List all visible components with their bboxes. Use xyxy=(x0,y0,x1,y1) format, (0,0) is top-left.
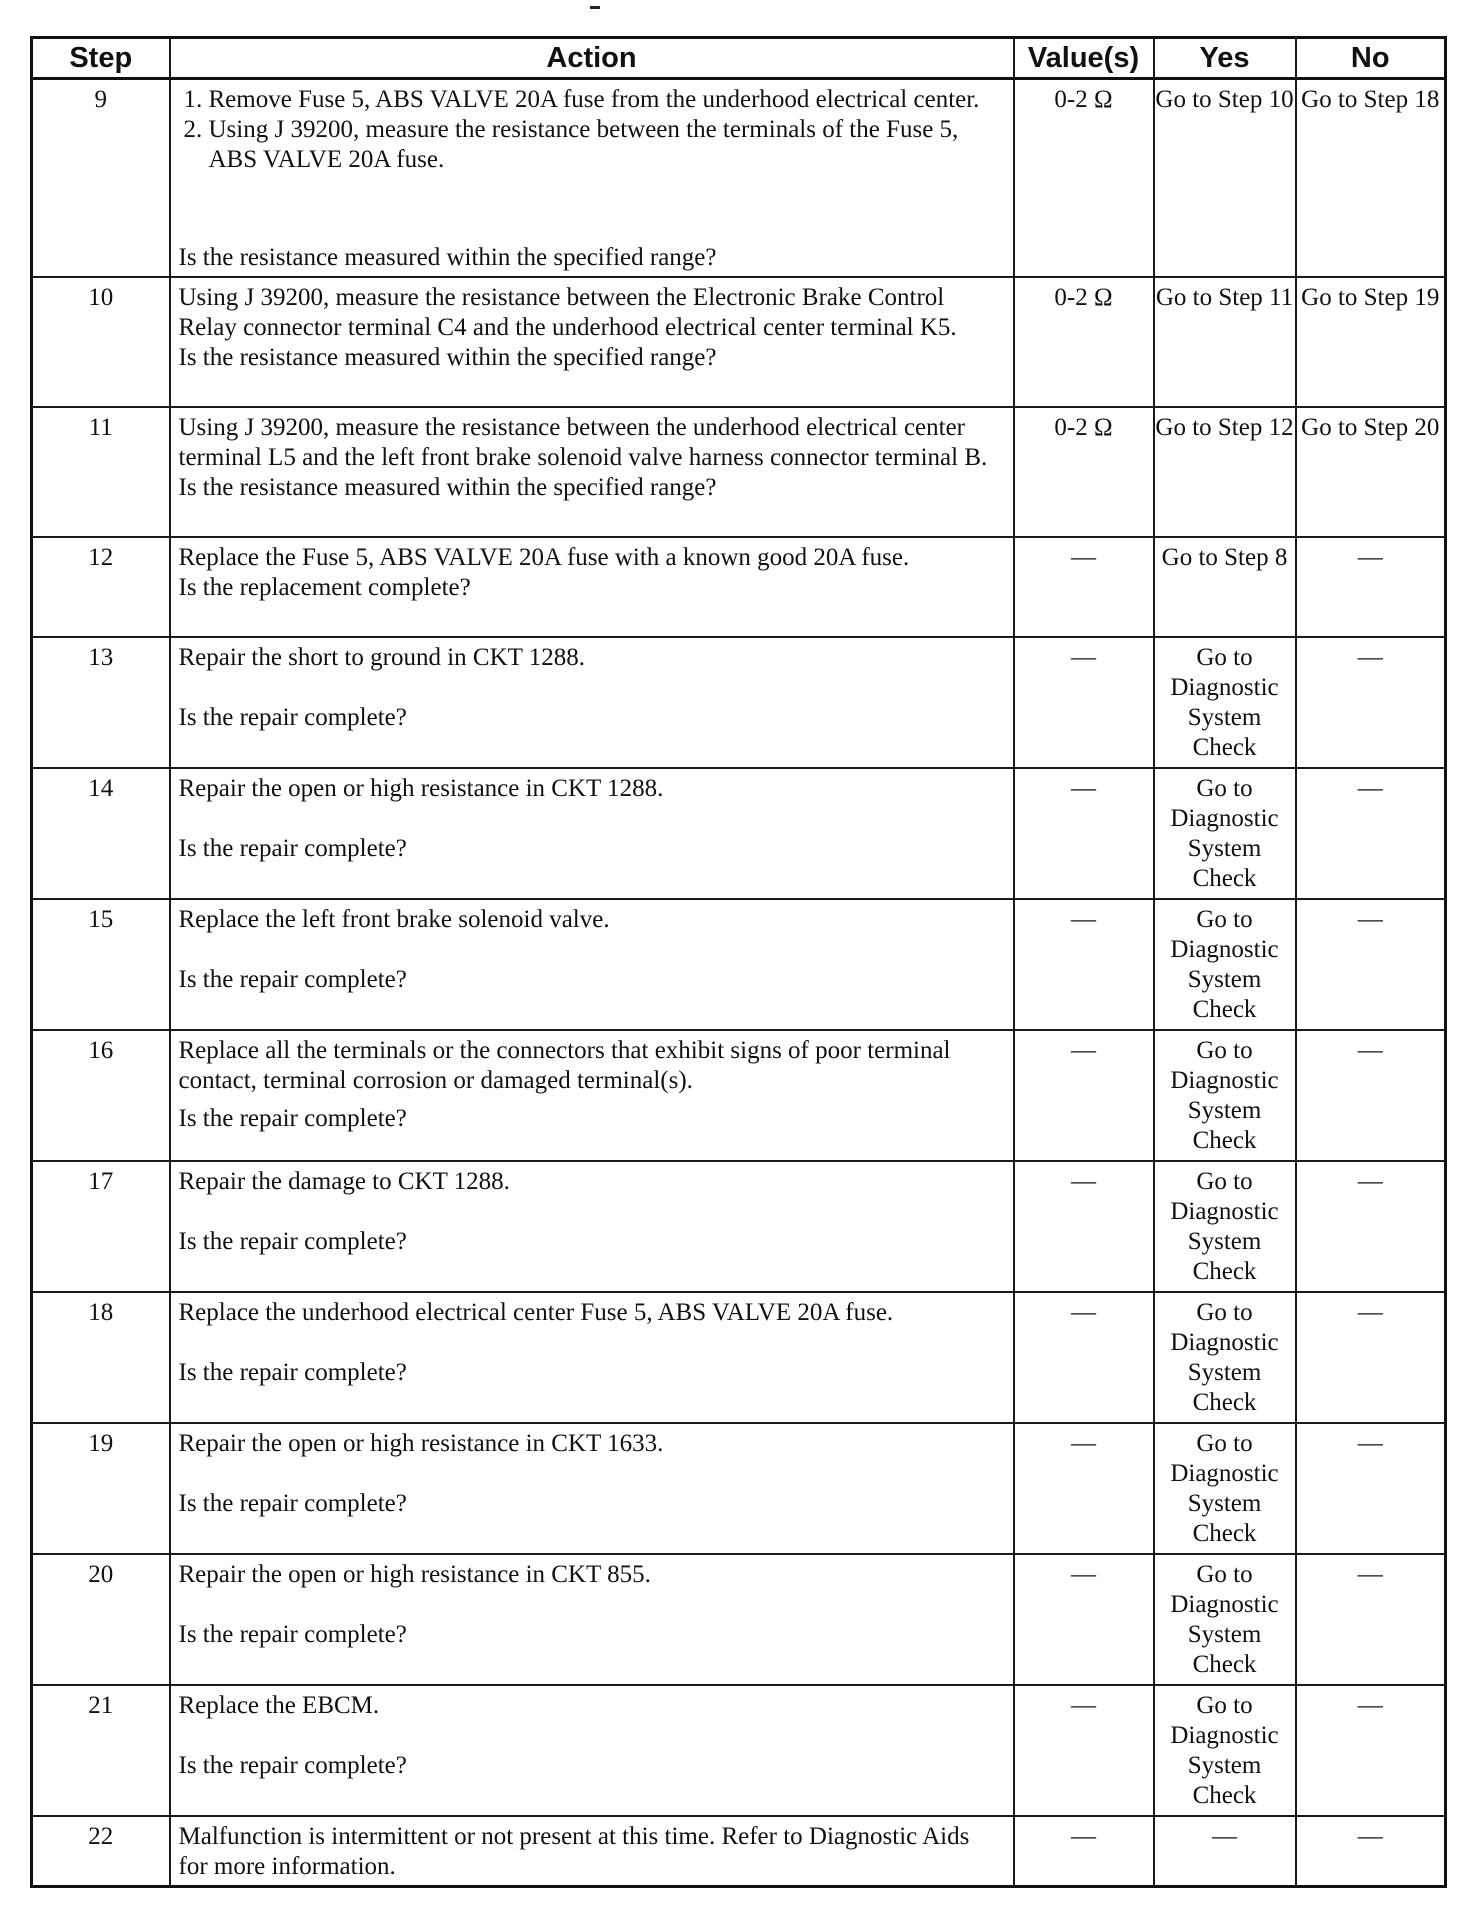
step-number: 20 xyxy=(32,1554,170,1685)
no-cell: — xyxy=(1296,1685,1446,1816)
step-number: 15 xyxy=(32,899,170,1030)
action-cell xyxy=(170,79,1014,277)
no-cell: — xyxy=(1296,637,1446,768)
step-number: 9 xyxy=(32,79,170,277)
step-number: 17 xyxy=(32,1161,170,1292)
action-text: Replace the EBCM. xyxy=(178,1691,380,1719)
action-list-item: 1. Remove Fuse 5, ABS VALVE 20A fuse from the underhood electrical center. xyxy=(209,85,1005,115)
value-cell: 0-2 Ω xyxy=(1014,277,1154,407)
value-cell: — xyxy=(1014,537,1154,637)
yes-cell: Go to Diagnostic System Check xyxy=(1154,768,1296,899)
table-row xyxy=(32,1423,1446,1554)
table-row xyxy=(32,537,1446,637)
action-question: Is the repair complete? xyxy=(178,1751,407,1779)
no-cell: — xyxy=(1296,768,1446,899)
yes-cell: Go to Diagnostic System Check xyxy=(1154,1161,1296,1292)
table-row xyxy=(32,79,1446,277)
action-cell xyxy=(170,899,1014,1030)
yes-cell: Go to Step 8 xyxy=(1154,537,1296,637)
action-cell xyxy=(170,407,1014,537)
yes-cell: Go to Diagnostic System Check xyxy=(1154,637,1296,768)
table-row xyxy=(32,637,1446,768)
action-list-item: 2. Using J 39200, measure the resistance between the terminals of the Fuse 5, ABS VALVE 20A fuse. xyxy=(209,115,1005,175)
table-row xyxy=(32,1685,1446,1816)
no-cell: — xyxy=(1296,899,1446,1030)
yes-cell: Go to Diagnostic System Check xyxy=(1154,1030,1296,1161)
value-cell: — xyxy=(1014,899,1154,1030)
yes-cell: Go to Diagnostic System Check xyxy=(1154,1554,1296,1685)
action-text: Repair the open or high resistance in CKT 1633. xyxy=(178,1429,664,1457)
action-question: Is the repair complete? xyxy=(178,1489,407,1517)
action-question: Is the repair complete? xyxy=(178,1227,407,1255)
value-cell: — xyxy=(1014,1554,1154,1685)
no-cell: — xyxy=(1296,1161,1446,1292)
yes-cell: Go to Diagnostic System Check xyxy=(1154,1292,1296,1423)
table-row xyxy=(32,1816,1446,1887)
header-step: Step xyxy=(32,38,170,79)
value-cell: — xyxy=(1014,637,1154,768)
action-cell xyxy=(170,537,1014,637)
action-cell xyxy=(170,1816,1014,1887)
action-cell xyxy=(170,1423,1014,1554)
step-number: 12 xyxy=(32,537,170,637)
value-cell: — xyxy=(1014,1685,1154,1816)
step-number: 13 xyxy=(32,637,170,768)
step-number: 21 xyxy=(32,1685,170,1816)
action-question: Is the repair complete? xyxy=(178,703,407,731)
header-no: No xyxy=(1296,38,1446,79)
no-cell: — xyxy=(1296,1292,1446,1423)
scan-mark xyxy=(590,6,600,9)
no-cell: Go to Step 20 xyxy=(1296,407,1446,537)
action-cell xyxy=(170,637,1014,768)
yes-cell: Go to Step 11 xyxy=(1154,277,1296,407)
no-cell: — xyxy=(1296,1423,1446,1554)
no-cell: — xyxy=(1296,537,1446,637)
table-row xyxy=(32,1292,1446,1423)
step-number: 10 xyxy=(32,277,170,407)
table-row xyxy=(32,1554,1446,1685)
action-text: Replace the left front brake solenoid valve. xyxy=(178,905,610,933)
header-yes: Yes xyxy=(1154,38,1296,79)
action-question: Is the repair complete? xyxy=(178,965,407,993)
action-text: Using J 39200, measure the resistance between the Electronic Brake Control Relay connector terminal C4 and the underhood electrical center terminal K5. xyxy=(178,283,957,341)
table-row xyxy=(32,768,1446,899)
action-text: Repair the open or high resistance in CKT 1288. xyxy=(178,774,664,802)
no-cell: — xyxy=(1296,1554,1446,1685)
step-number: 14 xyxy=(32,768,170,899)
action-question: Is the replacement complete? xyxy=(178,573,471,601)
value-cell: 0-2 Ω xyxy=(1014,79,1154,277)
table-row xyxy=(32,407,1446,537)
value-cell: — xyxy=(1014,768,1154,899)
action-text: Using J 39200, measure the resistance between the underhood electrical center terminal L5 and the left front brake solenoid valve harness connector terminal B. xyxy=(178,413,988,471)
no-cell: — xyxy=(1296,1816,1446,1887)
action-text: Repair the short to ground in CKT 1288. xyxy=(178,643,585,671)
action-text: Replace all the terminals or the connectors that exhibit signs of poor terminal contact, terminal corrosion or damaged terminal(s). xyxy=(178,1036,951,1094)
action-question: Is the repair complete? xyxy=(178,1620,407,1648)
diagnostic-table xyxy=(30,36,1447,1888)
step-number: 22 xyxy=(32,1816,170,1887)
yes-cell: — xyxy=(1154,1816,1296,1887)
action-cell xyxy=(170,1554,1014,1685)
yes-cell: Go to Step 12 xyxy=(1154,407,1296,537)
action-question: Is the repair complete? xyxy=(178,1104,407,1132)
value-cell: — xyxy=(1014,1161,1154,1292)
yes-cell: Go to Diagnostic System Check xyxy=(1154,1423,1296,1554)
action-cell xyxy=(170,1030,1014,1161)
value-cell: — xyxy=(1014,1816,1154,1887)
value-cell: — xyxy=(1014,1292,1154,1423)
action-cell xyxy=(170,1685,1014,1816)
action-cell xyxy=(170,1292,1014,1423)
action-list xyxy=(179,85,1005,175)
no-cell: — xyxy=(1296,1030,1446,1161)
action-question: Is the resistance measured within the specified range? xyxy=(178,473,717,501)
action-question: Is the repair complete? xyxy=(178,1358,407,1386)
table-row xyxy=(32,277,1446,407)
step-number: 11 xyxy=(32,407,170,537)
value-cell: — xyxy=(1014,1030,1154,1161)
no-cell: Go to Step 18 xyxy=(1296,79,1446,277)
header-row xyxy=(32,38,1446,79)
step-number: 19 xyxy=(32,1423,170,1554)
yes-cell: Go to Diagnostic System Check xyxy=(1154,899,1296,1030)
no-cell: Go to Step 19 xyxy=(1296,277,1446,407)
table-row xyxy=(32,1161,1446,1292)
action-text: Repair the damage to CKT 1288. xyxy=(178,1167,510,1195)
table-row xyxy=(32,1030,1446,1161)
action-question: Is the resistance measured within the specified range? xyxy=(178,343,717,371)
yes-cell: Go to Step 10 xyxy=(1154,79,1296,277)
action-cell xyxy=(170,277,1014,407)
value-cell: 0-2 Ω xyxy=(1014,407,1154,537)
action-question: Is the repair complete? xyxy=(178,834,407,862)
table-row xyxy=(32,899,1446,1030)
diagnostic-table-page xyxy=(30,36,1444,1888)
action-text: Replace the Fuse 5, ABS VALVE 20A fuse with a known good 20A fuse. xyxy=(178,543,910,571)
header-values: Value(s) xyxy=(1014,38,1154,79)
action-text: Malfunction is intermittent or not present at this time. Refer to Diagnostic Aids for more information. xyxy=(178,1822,970,1880)
action-text: Replace the underhood electrical center Fuse 5, ABS VALVE 20A fuse. xyxy=(178,1298,894,1326)
action-cell xyxy=(170,768,1014,899)
yes-cell: Go to Diagnostic System Check xyxy=(1154,1685,1296,1816)
action-cell xyxy=(170,1161,1014,1292)
action-text: Repair the open or high resistance in CKT 855. xyxy=(178,1560,651,1588)
action-question: Is the resistance measured within the specified range? xyxy=(178,243,717,271)
step-number: 16 xyxy=(32,1030,170,1161)
step-number: 18 xyxy=(32,1292,170,1423)
header-action: Action xyxy=(170,38,1014,79)
value-cell: — xyxy=(1014,1423,1154,1554)
